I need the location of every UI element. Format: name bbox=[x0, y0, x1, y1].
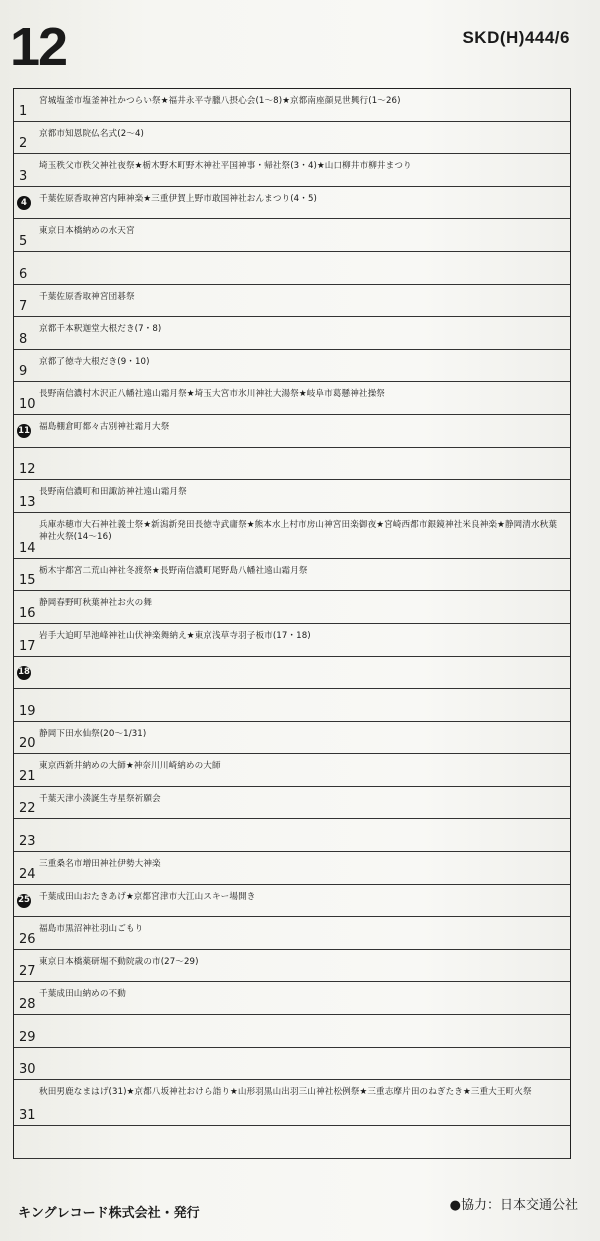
day-row bbox=[14, 448, 570, 481]
cooperation-credit: ●協力：日本交通公社 bbox=[449, 1198, 578, 1213]
day-number-sunday: 11 bbox=[17, 424, 31, 438]
day-row bbox=[14, 885, 570, 918]
day-row bbox=[14, 754, 570, 787]
day-row bbox=[14, 513, 570, 559]
day-number: 15 bbox=[19, 573, 36, 589]
day-number: 3 bbox=[19, 168, 28, 184]
day-events: 京都千本釈迦堂大根だき(7・8) bbox=[39, 324, 162, 335]
day-events: 静岡下田水仙祭(20～1/31) bbox=[39, 728, 147, 739]
day-number: 8 bbox=[19, 331, 28, 347]
day-events: 東京日本橋薬研堀不動院歳の市(27～29) bbox=[39, 956, 199, 967]
day-number: 5 bbox=[19, 233, 28, 249]
day-row bbox=[14, 852, 570, 885]
day-events: 福島棚倉町都々古別神社霜月大祭 bbox=[39, 421, 170, 432]
day-number-sunday: 4 bbox=[17, 196, 31, 210]
day-events: 宮城塩釜市塩釜神社かつらい祭★福井永平寺臘八摂心会(1～8)★京都南座顔見世興行(1～26) bbox=[39, 96, 401, 106]
catalog-number: SKD(H)444/6 bbox=[462, 28, 570, 47]
day-row bbox=[14, 219, 570, 252]
day-number: 9 bbox=[19, 364, 28, 380]
day-number: 7 bbox=[19, 299, 28, 315]
day-row bbox=[14, 187, 570, 220]
day-number: 27 bbox=[19, 964, 36, 980]
day-row bbox=[14, 317, 570, 350]
day-number: 24 bbox=[19, 866, 36, 882]
day-row bbox=[14, 722, 570, 755]
day-row bbox=[14, 819, 570, 852]
day-events: 千葉佐原香取神宮団碁祭 bbox=[39, 291, 135, 302]
day-events: 東京西新井納めの大師★神奈川川崎納めの大師 bbox=[39, 761, 221, 772]
day-row bbox=[14, 787, 570, 820]
day-number: 16 bbox=[19, 605, 36, 621]
day-row bbox=[14, 689, 570, 722]
day-events: 埼玉秩父市秩父神社夜祭★栃木野木町野木神社平国神事・帰社祭(3・4)★山口柳井市柳井まつり bbox=[39, 161, 412, 172]
day-number: 19 bbox=[19, 703, 36, 719]
day-row bbox=[14, 122, 570, 155]
day-row bbox=[14, 382, 570, 415]
day-number: 20 bbox=[19, 736, 36, 752]
day-events: 京都了徳寺大根だき(9・10) bbox=[39, 356, 150, 367]
day-number: 31 bbox=[19, 1108, 36, 1124]
day-events: 岩手大迫町早池峰神社山伏神楽舞納え★東京浅草寺羽子板市(17・18) bbox=[39, 630, 311, 641]
day-events: 千葉天津小湊誕生寺星祭祈願会 bbox=[39, 793, 161, 804]
day-number-sunday: 25 bbox=[17, 894, 31, 908]
day-row bbox=[14, 285, 570, 318]
day-row bbox=[14, 480, 570, 513]
day-number: 21 bbox=[19, 768, 36, 784]
day-row bbox=[14, 657, 570, 690]
day-number: 29 bbox=[19, 1029, 36, 1045]
day-row bbox=[14, 950, 570, 983]
day-row bbox=[14, 559, 570, 592]
day-number: 6 bbox=[19, 266, 28, 282]
day-number: 17 bbox=[19, 638, 36, 654]
day-row bbox=[14, 252, 570, 285]
day-row bbox=[14, 1048, 570, 1081]
day-row bbox=[14, 1015, 570, 1048]
day-events: 千葉成田山おたきあげ★京都宮津市大江山スキー場開き bbox=[39, 891, 256, 902]
day-number: 10 bbox=[19, 396, 36, 412]
day-events: 長野南信濃町和田諏訪神社遠山霜月祭 bbox=[39, 487, 187, 498]
day-number: 26 bbox=[19, 931, 36, 947]
day-number-sunday: 18 bbox=[17, 666, 31, 680]
day-row bbox=[14, 89, 570, 122]
day-row bbox=[14, 415, 570, 448]
day-row bbox=[14, 350, 570, 383]
day-row bbox=[14, 982, 570, 1015]
day-events: 静岡春野町秋葉神社お火の舞 bbox=[39, 598, 153, 609]
day-row bbox=[14, 154, 570, 187]
blank-row bbox=[14, 1126, 570, 1159]
day-events: 長野南信濃村木沢正八幡社遠山霜月祭★埼玉大宮市氷川神社大湯祭★岐阜市葛懸神社操祭 bbox=[39, 389, 385, 400]
day-row bbox=[14, 917, 570, 950]
day-events: 三重桑名市増田神社伊勢大神楽 bbox=[39, 859, 161, 870]
day-events: 千葉成田山納めの不動 bbox=[39, 989, 126, 1000]
day-row bbox=[14, 591, 570, 624]
day-number: 14 bbox=[19, 540, 36, 556]
day-number: 13 bbox=[19, 494, 36, 510]
day-number: 23 bbox=[19, 834, 36, 850]
day-row bbox=[14, 1080, 570, 1126]
day-row bbox=[14, 624, 570, 657]
event-grid bbox=[13, 88, 571, 1159]
day-events: 秋田男鹿なまはげ(31)★京都八坂神社おけら詣り★山形羽黒山出羽三山神社松例祭★三重志摩片田のねぎたき★三重大王町火祭 bbox=[39, 1087, 532, 1098]
day-number: 30 bbox=[19, 1062, 36, 1078]
day-number: 1 bbox=[19, 103, 28, 119]
day-events: 福島市黒沼神社羽山ごもり bbox=[39, 924, 144, 935]
day-events: 東京日本橋納めの水天宮 bbox=[39, 226, 135, 237]
day-events: 千葉佐原香取神宮内陣神楽★三重伊賀上野市敢国神社おんまつり(4・5) bbox=[39, 193, 317, 204]
publisher-credit: キングレコード株式会社・発行 bbox=[18, 1206, 200, 1221]
day-number: 28 bbox=[19, 997, 36, 1013]
day-events: 京都市知恩院仏名式(2～4) bbox=[39, 128, 144, 139]
day-events: 栃木宇都宮二荒山神社冬渡祭★長野南信濃町尾野島八幡社遠山霜月祭 bbox=[39, 565, 308, 576]
day-number: 12 bbox=[19, 462, 36, 478]
month-number: 12 bbox=[10, 17, 67, 77]
day-number: 2 bbox=[19, 136, 28, 152]
day-number: 22 bbox=[19, 801, 36, 817]
day-events: 兵庫赤穂市大石神社義士祭★新潟新発田長徳寺武庸祭★熊本水上村市房山神宮田楽御夜★宮崎西都市銀鏡神社米良神楽★静岡清水秋葉神社火祭(14～16) bbox=[39, 519, 558, 542]
